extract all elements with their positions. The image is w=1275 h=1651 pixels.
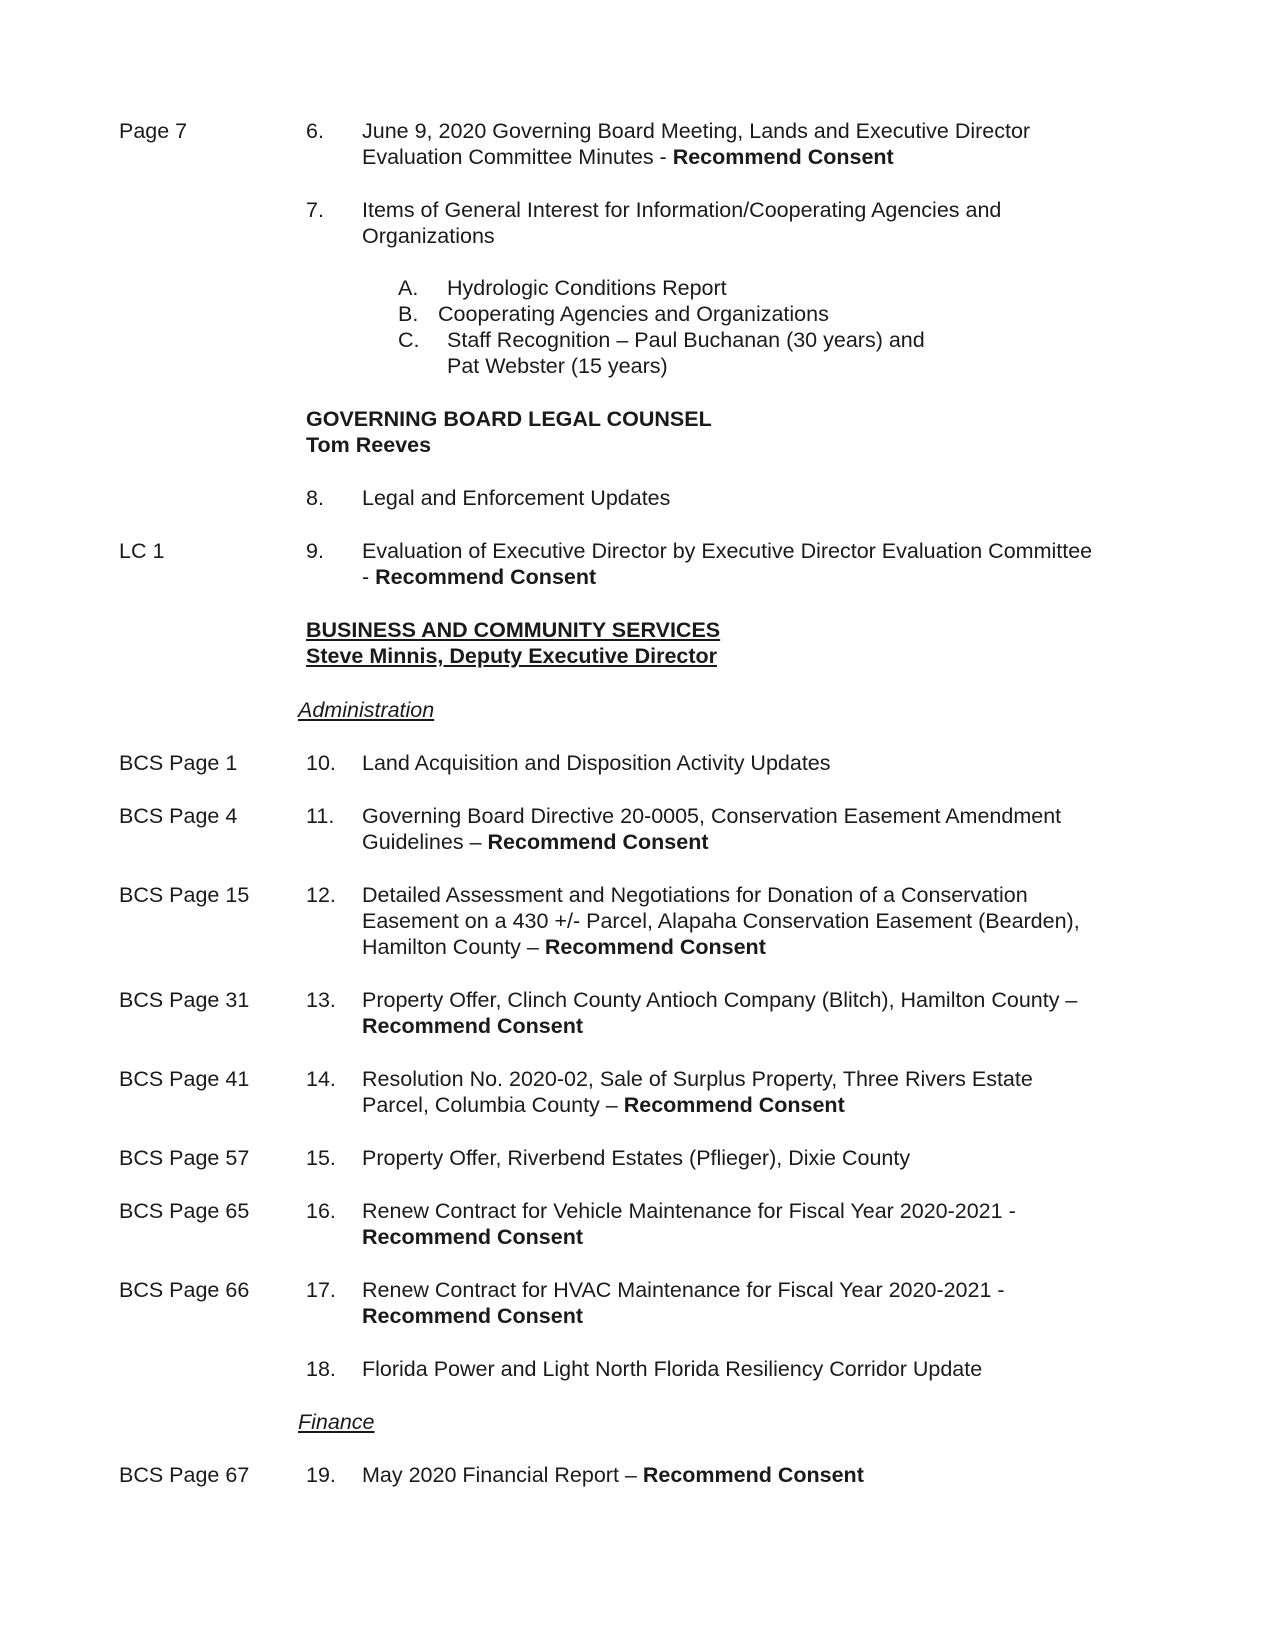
item-text: Parcel, Columbia County – Recommend Consent (362, 1093, 845, 1117)
section-subheader: Tom Reeves (306, 433, 432, 457)
item-number: 7. (306, 198, 324, 222)
item-number: 12. (306, 883, 336, 907)
item-text: Hamilton County – Recommend Consent (362, 935, 766, 959)
item-text: Property Offer, Riverbend Estates (Pflieger), Dixie County (362, 1146, 911, 1170)
item-text: Evaluation Committee Minutes - Recommend Consent (362, 145, 894, 169)
subitem-text: Pat Webster (15 years) (447, 354, 668, 378)
item-text: Detailed Assessment and Negotiations for Donation of a Conservation (362, 883, 1028, 907)
recommend-consent: Recommend Consent (362, 1304, 584, 1328)
page-ref: LC 1 (119, 539, 165, 563)
item-number: 6. (306, 119, 324, 143)
item-text: Renew Contract for HVAC Maintenance for Fiscal Year 2020-2021 - (362, 1278, 1005, 1302)
item-text: May 2020 Financial Report – Recommend Consent (362, 1463, 864, 1487)
page-ref: Page 7 (119, 119, 188, 143)
page-ref: BCS Page 66 (119, 1278, 250, 1302)
item-text: Legal and Enforcement Updates (362, 486, 671, 510)
item-number: 11. (306, 804, 335, 828)
item-text: June 9, 2020 Governing Board Meeting, Lands and Executive Director (362, 119, 1031, 143)
recommend-consent: Recommend Consent (375, 565, 597, 589)
item-text: Governing Board Directive 20-0005, Conservation Easement Amendment (362, 804, 1062, 828)
section-header: GOVERNING BOARD LEGAL COUNSEL (306, 407, 712, 431)
item-text: Easement on a 430 +/- Parcel, Alapaha Conservation Easement (Bearden), (362, 909, 1080, 933)
item-number: 15. (306, 1146, 336, 1170)
item-text (362, 1013, 583, 1039)
recommend-consent: Recommend Consent (623, 1093, 845, 1117)
subitem-letter: A. (398, 276, 419, 300)
item-text: Evaluation of Executive Director by Executive Director Evaluation Committee (362, 539, 1093, 563)
item-text (362, 1224, 583, 1250)
page-ref: BCS Page 67 (119, 1463, 250, 1487)
item-text: Organizations (362, 224, 495, 248)
page-ref: BCS Page 41 (119, 1067, 250, 1091)
item-number: 9. (306, 539, 324, 563)
item-number: 13. (306, 988, 336, 1012)
item-text: - Recommend Consent (362, 565, 597, 589)
item-number: 8. (306, 486, 324, 510)
recommend-consent: Recommend Consent (362, 1014, 584, 1038)
page-ref: BCS Page 4 (119, 804, 238, 828)
item-number: 18. (306, 1357, 336, 1381)
item-text: Items of General Interest for Information/Cooperating Agencies and (362, 198, 1002, 222)
subsection-title: Finance (298, 1410, 375, 1434)
recommend-consent: Recommend Consent (362, 1225, 584, 1249)
item-number: 16. (306, 1199, 336, 1223)
recommend-consent: Recommend Consent (544, 935, 766, 959)
item-text: Florida Power and Light North Florida Resiliency Corridor Update (362, 1357, 983, 1381)
item-text: Property Offer, Clinch County Antioch Company (Blitch), Hamilton County – (362, 988, 1078, 1012)
recommend-consent: Recommend Consent (672, 145, 894, 169)
item-text: Resolution No. 2020-02, Sale of Surplus Property, Three Rivers Estate (362, 1067, 1033, 1091)
section-header: BUSINESS AND COMMUNITY SERVICES (306, 618, 721, 642)
page-ref: BCS Page 15 (119, 883, 250, 907)
item-text: Guidelines – Recommend Consent (362, 830, 709, 854)
item-number: 14. (306, 1067, 336, 1091)
subitem-text: Hydrologic Conditions Report (447, 276, 727, 300)
item-number: 10. (306, 751, 336, 775)
section-subheader: Steve Minnis, Deputy Executive Director (306, 644, 718, 668)
item-text: Renew Contract for Vehicle Maintenance for Fiscal Year 2020-2021 - (362, 1199, 1016, 1223)
page-ref: BCS Page 1 (119, 751, 238, 775)
recommend-consent: Recommend Consent (642, 1463, 864, 1487)
item-number: 17. (306, 1278, 336, 1302)
subitem-text: Cooperating Agencies and Organizations (438, 302, 829, 326)
subsection-title: Administration (298, 698, 435, 722)
page-ref: BCS Page 57 (119, 1146, 250, 1170)
page-ref: BCS Page 65 (119, 1199, 250, 1223)
recommend-consent: Recommend Consent (487, 830, 709, 854)
subitem-letter: C. (398, 328, 420, 352)
subitem-text: Staff Recognition – Paul Buchanan (30 years) and (447, 328, 925, 352)
subitem-letter: B. (398, 302, 419, 326)
item-text: Land Acquisition and Disposition Activity Updates (362, 751, 831, 775)
page-ref: BCS Page 31 (119, 988, 250, 1012)
item-text (362, 1303, 583, 1329)
item-number: 19. (306, 1463, 336, 1487)
